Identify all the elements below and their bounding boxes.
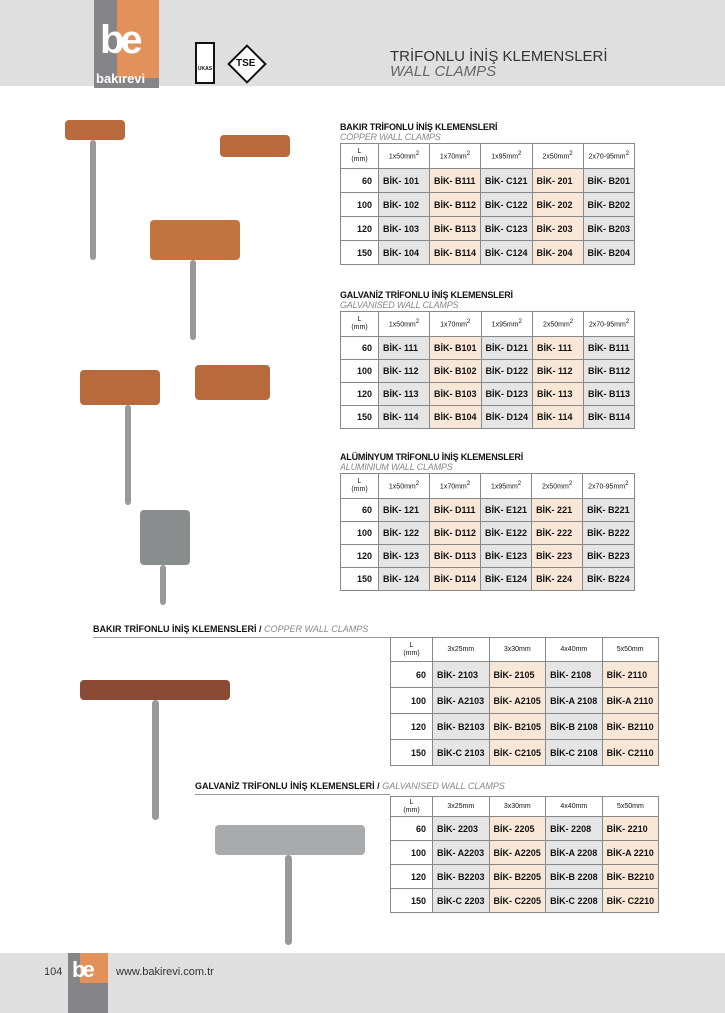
product-code-cell: BİK- 203	[532, 217, 583, 241]
product-code-cell: BİK- 102	[379, 193, 430, 217]
product-code-cell: BİK- 2208	[546, 817, 603, 841]
table-row	[391, 889, 659, 913]
website-link[interactable]: www.bakirevi.com.tr	[116, 966, 214, 978]
table-row	[341, 241, 635, 265]
column-header: 4x40mm	[546, 797, 603, 817]
product-code-cell: BİK- B2205	[489, 865, 546, 889]
product-code-cell: BİK- C124	[481, 241, 533, 265]
product-code-cell: BİK- B102	[430, 360, 482, 383]
product-code-table	[390, 796, 659, 913]
product-code-cell: BİK- A2103	[433, 688, 490, 714]
copper-clamp-photo	[150, 220, 240, 260]
product-code-cell: BİK-B 2108	[546, 714, 603, 740]
section-heading	[340, 290, 513, 310]
product-code-cell: BİK- 221	[532, 499, 583, 522]
tse-label: TSE	[236, 58, 256, 69]
column-header: $1x95mm^2$	[481, 474, 532, 499]
column-header: $1x70mm^2$	[430, 144, 481, 169]
length-cell: 100	[391, 841, 433, 865]
length-cell: 120	[391, 714, 433, 740]
product-code-cell: BİK-A 2108	[546, 688, 603, 714]
product-code-cell: BİK-C 2203	[433, 889, 490, 913]
section-heading	[340, 452, 523, 472]
brand-logo: be bakırevi	[94, 0, 159, 88]
galvanised-clamp-photo	[215, 825, 365, 855]
product-code-table	[340, 143, 635, 265]
product-code-cell: BİK- B111	[584, 337, 635, 360]
product-code-cell: BİK- D123	[481, 383, 533, 406]
table-row	[341, 337, 635, 360]
section-heading: GALVANİZ TRİFONLU İNİŞ KLEMENSLERİ / GALVANISED WALL CLAMPS	[195, 781, 390, 795]
column-header: $1x70mm^2$	[430, 312, 482, 337]
section-subtitle: ALUMINIUM WALL CLAMPS	[340, 462, 453, 472]
product-code-cell: BİK- 121	[379, 499, 430, 522]
page-title: TRİFONLU İNİŞ KLEMENSLERİ	[390, 48, 608, 65]
table-row	[391, 817, 659, 841]
table-row	[341, 568, 635, 591]
screw-photo	[160, 565, 166, 605]
product-code-cell: BİK- 224	[532, 568, 583, 591]
length-cell: 60	[341, 337, 379, 360]
length-cell: 120	[341, 383, 379, 406]
length-cell: 100	[391, 688, 433, 714]
length-cell: 120	[341, 217, 379, 241]
length-cell: 100	[341, 522, 379, 545]
table-row	[391, 662, 659, 688]
column-header: 3x30mm	[489, 638, 546, 662]
product-code-cell: BİK- 114	[379, 406, 430, 429]
section-subtitle: GALVANISED WALL CLAMPS	[382, 781, 505, 791]
column-header: $1x95mm^2$	[481, 312, 533, 337]
product-code-cell: BİK- E123	[481, 545, 532, 568]
copper-clamp-photo	[80, 370, 160, 405]
column-header: 5x50mm	[602, 638, 658, 662]
column-header: $1x50mm^2$	[379, 144, 430, 169]
product-code-cell: BİK-C 2208	[546, 889, 603, 913]
column-header: 5x50mm	[602, 797, 659, 817]
product-code-cell: BİK- B2203	[433, 865, 490, 889]
product-code-cell: BİK- B112	[584, 360, 635, 383]
page-subtitle: WALL CLAMPS	[390, 63, 497, 80]
screw-photo	[190, 260, 196, 340]
product-code-cell: BİK- D114	[430, 568, 481, 591]
length-cell: 120	[341, 545, 379, 568]
length-cell: 60	[391, 662, 433, 688]
product-code-cell: BİK- 114	[533, 406, 584, 429]
column-header: $2x70-95mm^2$	[584, 312, 635, 337]
section-title: BAKIR TRİFONLU İNİŞ KLEMENSLERİ	[93, 624, 257, 634]
copper-clamp-photo	[195, 365, 270, 400]
product-code-cell: BİK- B111	[430, 169, 481, 193]
screw-photo	[125, 405, 131, 505]
table-row	[341, 360, 635, 383]
product-code-cell: BİK- B202	[583, 193, 635, 217]
column-header: $1x95mm^2$	[481, 144, 533, 169]
product-code-cell: BİK- A2203	[433, 841, 490, 865]
table-row	[391, 688, 659, 714]
table-row	[391, 714, 659, 740]
length-cell: 60	[341, 499, 379, 522]
product-code-cell: BİK- 204	[532, 241, 583, 265]
product-code-cell: BİK- 111	[379, 337, 430, 360]
product-code-cell: BİK- B223	[583, 545, 635, 568]
aluminium-clamp-photo	[140, 510, 190, 565]
length-cell: 60	[391, 817, 433, 841]
column-header: 3x25mm	[433, 797, 490, 817]
product-code-cell: BİK- C2205	[489, 889, 546, 913]
copper-clamp-photo	[65, 120, 125, 140]
screw-photo	[285, 855, 292, 945]
product-code-cell: BİK- B222	[583, 522, 635, 545]
section-heading: BAKIR TRİFONLU İNİŞ KLEMENSLERİ / COPPER WALL CLAMPS	[93, 624, 390, 638]
product-code-cell: BİK- B201	[583, 169, 635, 193]
column-header: 4x40mm	[546, 638, 603, 662]
product-code-cell: BİK- 112	[533, 360, 584, 383]
table-row	[341, 545, 635, 568]
product-code-cell: BİK- E124	[481, 568, 532, 591]
product-code-cell: BİK-A 2110	[602, 688, 658, 714]
screw-photo	[90, 140, 96, 260]
product-code-cell: BİK-B 2208	[546, 865, 603, 889]
product-code-cell: BİK- 201	[532, 169, 583, 193]
product-code-cell: BİK- B221	[583, 499, 635, 522]
product-code-cell: BİK- 223	[532, 545, 583, 568]
product-code-cell: BİK- 2203	[433, 817, 490, 841]
table-header-row	[341, 474, 635, 499]
product-code-cell: BİK- D111	[430, 499, 481, 522]
product-code-cell: BİK- B113	[430, 217, 481, 241]
product-code-cell: BİK- 124	[379, 568, 430, 591]
product-code-cell: BİK- D121	[481, 337, 533, 360]
column-header: $2x50mm^2$	[533, 312, 584, 337]
table-row	[341, 217, 635, 241]
product-code-cell: BİK- 103	[379, 217, 430, 241]
length-cell: 100	[341, 360, 379, 383]
product-code-cell: BİK- D113	[430, 545, 481, 568]
product-code-cell: BİK-A 2210	[602, 841, 659, 865]
section-title: ALÜMİNYUM TRİFONLU İNİŞ KLEMENSLERİ	[340, 452, 523, 462]
length-cell: 60	[341, 169, 379, 193]
product-code-cell: BİK- B2210	[602, 865, 659, 889]
product-code-table	[340, 473, 635, 591]
product-code-table	[390, 637, 659, 766]
section-subtitle: COPPER WALL CLAMPS	[264, 624, 369, 634]
table-row	[341, 169, 635, 193]
table-row	[341, 406, 635, 429]
table-row	[341, 193, 635, 217]
table-row	[341, 499, 635, 522]
length-cell: 150	[341, 406, 379, 429]
product-code-cell: BİK-C 2103	[433, 740, 490, 766]
copper-clamp-photo	[80, 680, 230, 700]
column-header: $2x70-95mm^2$	[583, 144, 635, 169]
product-code-cell: BİK- 113	[379, 383, 430, 406]
product-code-cell: BİK- C123	[481, 217, 533, 241]
product-code-cell: BİK- 2110	[602, 662, 658, 688]
length-cell: 150	[341, 241, 379, 265]
product-code-cell: BİK- B204	[583, 241, 635, 265]
product-code-cell: BİK- 202	[532, 193, 583, 217]
column-header: $1x50mm^2$	[379, 312, 430, 337]
product-code-cell: BİK- 123	[379, 545, 430, 568]
product-code-cell: BİK- B2110	[602, 714, 658, 740]
product-code-cell: BİK- A2205	[489, 841, 546, 865]
section-title: GALVANİZ TRİFONLU İNİŞ KLEMENSLERİ	[195, 781, 375, 791]
product-code-cell: BİK- B112	[430, 193, 481, 217]
footer-bar	[0, 953, 725, 1013]
column-header: 3x25mm	[433, 638, 490, 662]
product-code-cell: BİK- 2205	[489, 817, 546, 841]
product-code-cell: BİK- E122	[481, 522, 532, 545]
column-header-length: L (mm)	[341, 312, 379, 337]
product-code-cell: BİK- D124	[481, 406, 533, 429]
table-row	[391, 865, 659, 889]
table-header-row	[341, 312, 635, 337]
table-row	[391, 740, 659, 766]
product-code-cell: BİK- 2210	[602, 817, 659, 841]
product-code-cell: BİK-A 2208	[546, 841, 603, 865]
column-header-length: L (mm)	[391, 797, 433, 817]
product-code-cell: BİK- B103	[430, 383, 482, 406]
product-code-cell: BİK- B2103	[433, 714, 490, 740]
section-title: BAKIR TRİFONLU İNİŞ KLEMENSLERİ	[340, 122, 498, 132]
copper-clamp-photo	[220, 135, 290, 157]
length-cell: 150	[341, 568, 379, 591]
footer-logo: be	[68, 953, 108, 1013]
product-code-cell: BİK- B113	[584, 383, 635, 406]
table-header-row	[391, 638, 659, 662]
product-code-cell: BİK- 2108	[546, 662, 603, 688]
section-subtitle: COPPER WALL CLAMPS	[340, 132, 441, 142]
product-code-cell: BİK- 2105	[489, 662, 546, 688]
table-header-row	[391, 797, 659, 817]
length-cell: 150	[391, 740, 433, 766]
product-code-cell: BİK- B224	[583, 568, 635, 591]
product-code-cell: BİK- C2210	[602, 889, 659, 913]
table-row	[341, 522, 635, 545]
product-code-cell: BİK- C2110	[602, 740, 658, 766]
column-header: $1x70mm^2$	[430, 474, 481, 499]
column-header: $2x70-95mm^2$	[583, 474, 635, 499]
column-header-length: L (mm)	[341, 144, 379, 169]
column-header: 3x30mm	[489, 797, 546, 817]
product-code-cell: BİK- 101	[379, 169, 430, 193]
product-code-cell: BİK- C121	[481, 169, 533, 193]
product-code-cell: BİK- B203	[583, 217, 635, 241]
product-code-cell: BİK- D112	[430, 522, 481, 545]
product-code-cell: BİK- 113	[533, 383, 584, 406]
column-header: $1x50mm^2$	[379, 474, 430, 499]
section-subtitle: GALVANISED WALL CLAMPS	[340, 300, 459, 310]
column-header: $2x50mm^2$	[532, 474, 583, 499]
product-code-cell: BİK-C 2108	[546, 740, 603, 766]
table-header-row	[341, 144, 635, 169]
product-code-cell: BİK- C2105	[489, 740, 546, 766]
product-code-cell: BİK- 2103	[433, 662, 490, 688]
table-row	[341, 383, 635, 406]
ukas-cert-logo: UKAS	[195, 42, 215, 84]
product-code-cell: BİK- B114	[584, 406, 635, 429]
product-code-cell: BİK- C122	[481, 193, 533, 217]
product-code-cell: BİK- 122	[379, 522, 430, 545]
section-title: GALVANİZ TRİFONLU İNİŞ KLEMENSLERİ	[340, 290, 513, 300]
column-header-length: L (mm)	[341, 474, 379, 499]
product-code-table	[340, 311, 635, 429]
section-heading	[340, 122, 497, 142]
column-header: $2x50mm^2$	[532, 144, 583, 169]
product-code-cell: BİK- 112	[379, 360, 430, 383]
column-header-length: L (mm)	[391, 638, 433, 662]
product-code-cell: BİK- 111	[533, 337, 584, 360]
product-code-cell: BİK- E121	[481, 499, 532, 522]
product-code-cell: BİK- 104	[379, 241, 430, 265]
product-code-cell: BİK- B2105	[489, 714, 546, 740]
length-cell: 100	[341, 193, 379, 217]
length-cell: 120	[391, 865, 433, 889]
page-number: 104	[44, 966, 63, 978]
product-code-cell: BİK- 222	[532, 522, 583, 545]
product-code-cell: BİK- D122	[481, 360, 533, 383]
product-code-cell: BİK- B101	[430, 337, 482, 360]
product-code-cell: BİK- A2105	[489, 688, 546, 714]
length-cell: 150	[391, 889, 433, 913]
product-code-cell: BİK- B114	[430, 241, 481, 265]
table-row	[391, 841, 659, 865]
screw-photo	[152, 700, 159, 820]
product-code-cell: BİK- B104	[430, 406, 482, 429]
